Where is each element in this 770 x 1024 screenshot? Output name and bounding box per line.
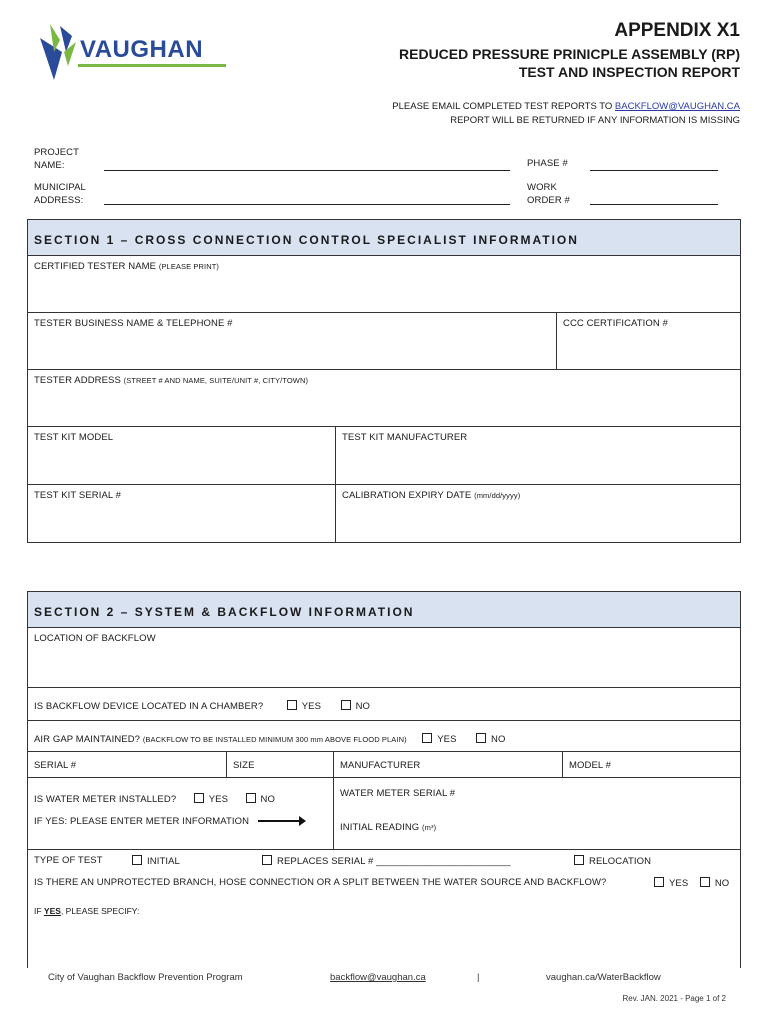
chamber-no-checkbox[interactable] (341, 700, 351, 710)
air-gap-no-checkbox[interactable] (476, 733, 486, 743)
project-name-field[interactable] (104, 170, 510, 171)
chamber-yes-checkbox[interactable] (287, 700, 297, 710)
size-field[interactable]: SIZE (226, 752, 333, 777)
business-field[interactable]: TESTER BUSINESS NAME & TELEPHONE # (34, 318, 233, 329)
ccc-certification-field[interactable]: CCC CERTIFICATION # (556, 313, 740, 369)
branch-yes-checkbox[interactable] (654, 877, 664, 887)
return-note: REPORT WILL BE RETURNED IF ANY INFORMATION IS MISSING (450, 115, 740, 126)
model-field[interactable]: MODEL # (562, 752, 740, 777)
test-type-row: TYPE OF TEST INITIAL REPLACES SERIAL # _________________________ RELOCATION IS THERE AN UNPROTECTED BRANCH, HOSE CONNECTION OR A SPLIT BETWEEN THE WATER SOURCE AND BACKFLOW? YES NO IF YES, PLEASE SPECIFY: (34, 855, 730, 916)
location-row[interactable]: LOCATION OF BACKFLOW (28, 628, 740, 688)
test-kit-serial-row (28, 485, 740, 542)
type-of-test-label: TYPE OF TEST (34, 855, 103, 866)
logo-text: VAUGHAN (80, 36, 204, 63)
section-1-title: SECTION 1 – CROSS CONNECTION CONTROL SPECIALIST INFORMATION (28, 220, 740, 256)
tester-name-row[interactable]: CERTIFIED TESTER NAME (PLEASE PRINT) (28, 256, 740, 313)
appendix-title: APPENDIX X1 (614, 20, 740, 41)
phase-field[interactable] (590, 170, 718, 171)
water-meter-row: IS WATER METER INSTALLED? YES NO IF YES: PLEASE ENTER METER INFORMATION WATER METER SERIAL # INITIAL READING (m³) (28, 778, 740, 850)
test-kit-row (28, 427, 740, 485)
report-title-line2: TEST AND INSPECTION REPORT (518, 64, 740, 80)
tester-address-row[interactable]: TESTER ADDRESS (STREET # AND NAME, SUITE/UNIT #, CITY/TOWN) (28, 370, 740, 427)
meter-yes-checkbox[interactable] (194, 793, 204, 803)
email-link[interactable]: BACKFLOW@VAUGHAN.CA (614, 101, 740, 112)
relocation-checkbox[interactable] (574, 855, 584, 865)
chamber-row: IS BACKFLOW DEVICE LOCATED IN A CHAMBER? YES NO (28, 688, 740, 721)
footer-separator: | (477, 972, 480, 983)
calibration-expiry-field[interactable]: CALIBRATION EXPIRY DATE (mm/dd/yyyy) (335, 485, 740, 542)
arrow-right-icon (258, 820, 304, 822)
air-gap-row: AIR GAP MAINTAINED? (BACKFLOW TO BE INSTALLED MINIMUM 300 mm ABOVE FLOOD PLAIN) YES NO (28, 721, 740, 752)
municipal-address-label: MUNICIPAL ADDRESS: (34, 182, 86, 206)
test-kit-serial-field[interactable]: TEST KIT SERIAL # (34, 490, 122, 501)
branch-no-checkbox[interactable] (700, 877, 710, 887)
test-kit-model-field[interactable]: TEST KIT MODEL (34, 432, 114, 443)
report-title-line1: REDUCED PRESSURE PRINICPLE ASSEMBLY (RP) (399, 46, 740, 62)
vaughan-logo (38, 22, 228, 82)
footer-website: vaughan.ca/WaterBackflow (546, 972, 661, 983)
manufacturer-field[interactable]: MANUFACTURER (333, 752, 562, 777)
work-order-field[interactable] (590, 204, 718, 205)
footer-program: City of Vaughan Backflow Prevention Program (48, 972, 243, 983)
meter-info-field[interactable]: WATER METER SERIAL # INITIAL READING (m³) (333, 778, 740, 849)
municipal-address-field[interactable] (104, 204, 510, 205)
work-order-label: WORK ORDER # (527, 182, 570, 206)
section-1 (27, 219, 741, 543)
footer-revision: Rev. JAN. 2021 - Page 1 of 2 (622, 994, 726, 1003)
replaces-serial-checkbox[interactable] (262, 855, 272, 865)
air-gap-yes-checkbox[interactable] (422, 733, 432, 743)
specify-field[interactable]: IF YES, PLEASE SPECIFY: (34, 906, 140, 916)
business-row (28, 313, 740, 370)
branch-question: IS THERE AN UNPROTECTED BRANCH, HOSE CONNECTION OR A SPLIT BETWEEN THE WATER SOURCE AND BACKFLOW? (34, 877, 607, 888)
footer-email-link[interactable]: backflow@vaughan.ca (330, 972, 426, 983)
test-kit-manufacturer-field[interactable]: TEST KIT MANUFACTURER (335, 427, 740, 484)
project-name-label: PROJECT NAME: (34, 147, 80, 171)
meter-no-checkbox[interactable] (246, 793, 256, 803)
serial-size-row (28, 752, 740, 778)
phase-label: PHASE # (527, 158, 568, 169)
section-2 (27, 591, 741, 968)
initial-checkbox[interactable] (132, 855, 142, 865)
section-2-title: SECTION 2 – SYSTEM & BACKFLOW INFORMATION (28, 592, 740, 628)
email-note: PLEASE EMAIL COMPLETED TEST REPORTS TO BACKFLOW@VAUGHAN.CA (392, 101, 740, 112)
vaughan-logo-mark-icon (38, 22, 78, 80)
serial-field[interactable]: SERIAL # (34, 760, 77, 771)
